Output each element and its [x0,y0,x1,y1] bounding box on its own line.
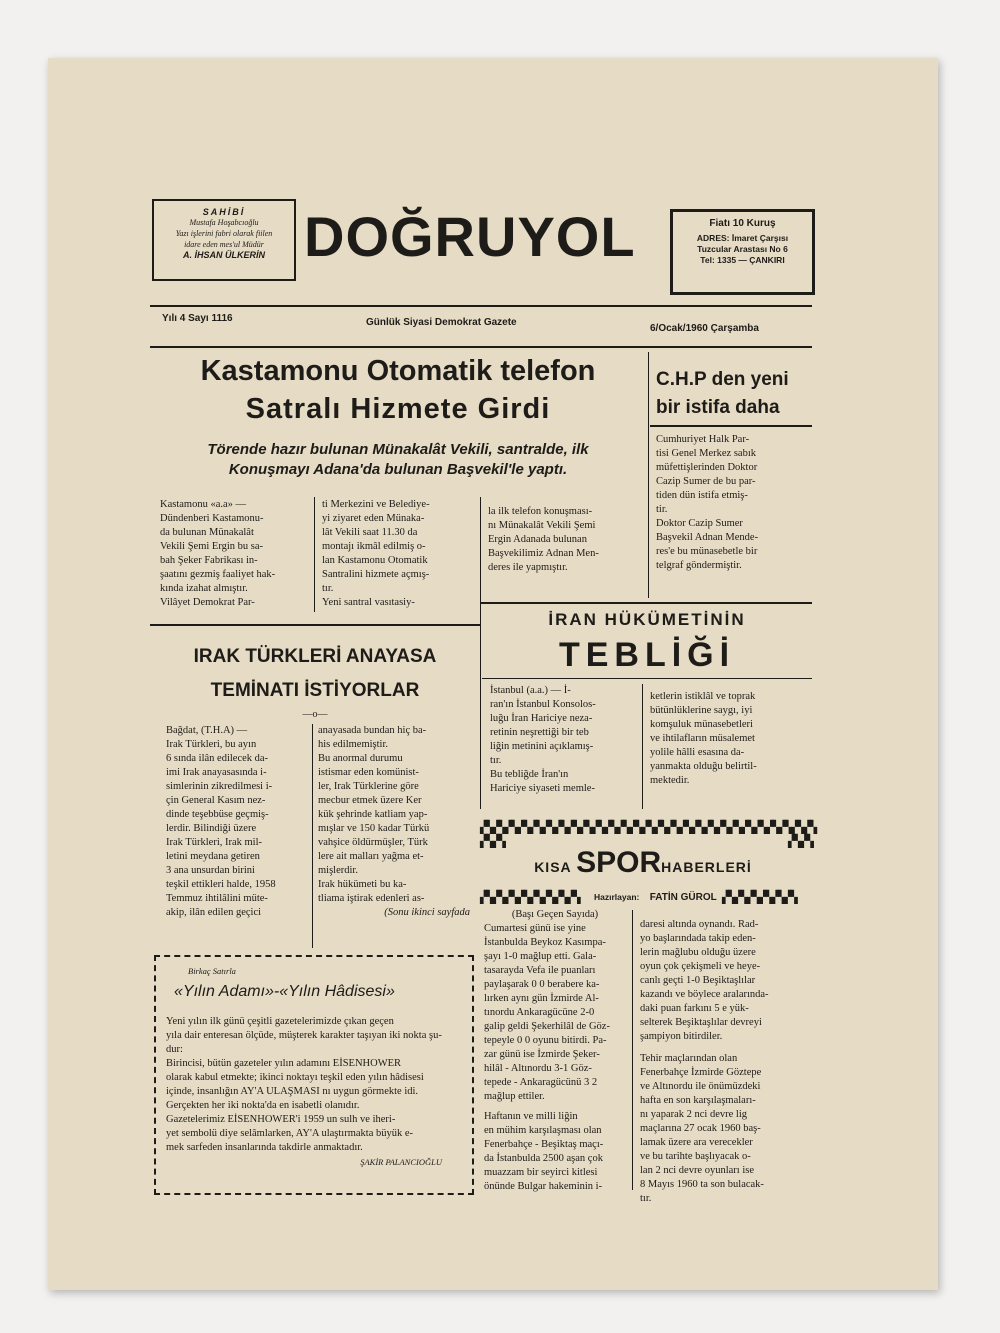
spor-decorative-border: ▞▚▞▚ [480,834,505,848]
irak-divider: —o— [302,709,328,720]
text-line: mışlar ve 150 kadar Türkü [318,823,430,834]
text-line: içinde, insanlığın AY'A ULAŞMASI nı uygun görmekte idi. [166,1086,419,1097]
spor-column-2 [640,918,790,1206]
yilin-box [166,966,462,1168]
text-line: bütünlüklerine saygı, iyi [650,705,753,716]
newspaper-title: DOĞRUYOL [304,205,636,268]
price: Fiatı 10 Kuruş [709,218,776,229]
text-line: liğin metinini açıklamış- [490,741,594,752]
text-line: daki puan farkını 5 e yük- [640,1003,749,1014]
text-line: Fenerbahçe İzmirde Göztepe [640,1067,762,1078]
text-line: istismar eden komünist- [318,767,419,778]
text-line: ve Altınordu ile önümüzdeki [640,1081,761,1092]
text-line: tiden dün istifa etmiş- [656,490,748,501]
text-line: paylaşarak 0 0 berabere ka- [484,979,600,990]
text-line: nı yaparak 2 nci devre lig [640,1109,747,1120]
spor-heading [508,846,778,880]
text-line: kazandı ve böylece aralarında- [640,989,769,1000]
text-line: yolile hâlli esasına da- [650,747,745,758]
continued-note: (Sonu ikinci sayfada [384,907,470,918]
text-line: Başvekilimiz Adnan Men- [488,548,599,559]
text-line: lan 2 nci devre oyunları ise [640,1165,755,1176]
lead-subhead-line: Törende hazır bulunan Münakalât Vekili, santralde, ilk [207,441,589,458]
yilin-author: ŞAKİR PALANCIOĞLU [360,1157,442,1167]
text-line: Hariciye siyaseti memle- [490,783,595,794]
iran-headline-line: İRAN HÜKÜMETİNİN [548,610,746,629]
chp-headline-line: bir istifa daha [656,397,780,418]
text-line: lamak üzere ara verecekler [640,1137,753,1148]
yilin-title: «Yılın Adamı»-«Yılın Hâdisesi» [174,983,395,1000]
text-line: İstanbulda Beykoz Kasımpa- [484,937,606,948]
text-line: Kastamonu «a.a» — [160,499,247,510]
text-line: olarak kabul etmekte; ikinci noktayı teşkil eden yılın hâdisesi [166,1072,424,1083]
text-line: tınordu Ankaragücüne 2-0 [484,1007,595,1018]
text-line: mişlerdir. [318,865,358,876]
text-line: lırken aynı gün İzmirde Al- [484,993,599,1004]
text-line: Gazetelerimiz EİSENHOWER'i 1959 un sulh ve iheri- [166,1114,396,1125]
text-line: Birincisi, bütün gazeteler yılın adamını EİSENHOWER [166,1058,402,1069]
text-line: Cumartesi günü ise yine [484,923,586,934]
text-line: selterek Beşiktaşlılar devreyi [640,1017,762,1028]
owner-label: SAHİBİ [202,207,246,217]
text-line: hafta en son karşılaşmaları- [640,1095,756,1106]
text-line: zar günü ise İzmirde Şeker- [484,1049,600,1060]
text-line: Temmuz ihtilâlini müte- [166,893,268,904]
price-address-box [670,209,815,295]
text-line: Dündenberi Kastamonu- [160,513,264,524]
irak-headline-line: IRAK TÜRKLERİ ANAYASA [193,646,437,667]
spor-decorative-border: ▞▚▞▚▞▚▞▚▞▚▞▚ [722,890,797,904]
column-rule [632,910,633,1190]
text-line: la ilk telefon konuşması- [488,506,593,517]
text-line: Irak Türkleri, Irak mil- [166,837,263,848]
text-line: oyun çok çekişmeli ve heye- [640,961,761,972]
date: 6/Ocak/1960 Çarşamba [650,323,759,334]
chp-headline-line: C.H.P den yeni [656,369,789,390]
column-rule [642,684,643,809]
owner-name: Mustafa Hoşabcıoğlu [189,218,259,227]
text-line: Tehir maçlarından olan [640,1053,738,1064]
column-rule [648,352,649,598]
text-line: önünde Bulgar hakeminin i- [484,1181,603,1192]
text-line: lan Kastamonu Otomatik [322,555,428,566]
text-line: 8 Mayıs 1960 ta son bulacak- [640,1179,764,1190]
lead-headline-line: Kastamonu Otomatik telefon [200,355,596,387]
text-line: maçlarına 27 ocak 1960 baş- [640,1123,761,1134]
chp-headline [656,366,816,422]
text-line: Santralini hizmete açmış- [322,569,430,580]
text-line: 3 ana unsurdan birini [166,865,255,876]
iran-column-2 [650,690,808,788]
text-line: Başvekil Adnan Mende- [656,532,759,543]
text-line: en mühim karşılaşması olan [484,1125,602,1136]
text-line: muazzam bir seyirci kitlesi [484,1167,598,1178]
text-line: Bu tebliğde İran'ın [490,769,569,780]
text-line: mağlup ettiler. [484,1091,545,1102]
text-line: 6 sında ilân edilecek da- [166,753,269,764]
text-line: (Başı Geçen Sayıda) [511,909,599,920]
owner-line: Yazı işlerini fabri olarak fiilen [175,229,273,238]
column-rule [312,724,313,948]
text-line: Vekili Şemi Ergin bu sa- [160,541,264,552]
masthead-rule [150,305,812,307]
text-line: telgraf göndermiştir. [656,560,742,571]
section-rule [480,602,812,604]
text-line: ran'ın İstanbul Konsolos- [490,699,596,710]
text-line: Ergin Adanada bulunan [488,534,587,545]
phone-line: Tel: 1335 — ÇANKIRI [700,255,785,265]
spor-column-1 [484,908,626,1194]
owner-box [152,199,296,281]
text-line: tir. [656,504,668,515]
subtitle: Günlük Siyasi Demokrat Gazete [366,317,517,328]
lead-headline [148,352,648,428]
text-line: ve ihtilafların müsalemet [650,733,755,744]
text-line: tır. [322,583,334,594]
chp-rule [650,425,812,427]
yilin-body [166,1015,462,1155]
iran-headline [482,606,812,676]
text-line: da bulunan Münakalât [160,527,254,538]
text-line: komşuluk münasebetleri [650,719,753,730]
text-line: lerdir. Bilindiği üzere [166,823,257,834]
text-line: şampiyon bitirdiler. [640,1031,723,1042]
text-line: şaatını gezmiş faaliyet hak- [160,569,276,580]
irak-column-2 [318,724,470,920]
text-line: tisi Genel Merkez sabık [656,448,757,459]
text-line: dur: [166,1044,183,1055]
column-rule [314,497,315,612]
address-line: ADRES: İmaret Çarşısı [696,233,789,243]
irak-headline [150,640,480,708]
dateline-rule [150,346,812,348]
text-line: lerin mağlubu olduğu üzere [640,947,756,958]
text-line: mecbur etmek üzere Ker [318,795,422,806]
text-line: Yeni yılın ilk günü çeşitli gazetelerimizde çıkan geçen [166,1016,394,1027]
issue-number: Yılı 4 Sayı 1116 [162,313,233,324]
chp-body [656,433,806,573]
editor-name: A. İHSAN ÜLKERİN [182,250,265,260]
text-line: Irak hükümeti bu ka- [318,879,407,890]
yilin-kicker: Birkaç Satırla [188,966,236,976]
lead-column-3 [488,505,636,575]
address-line: Tuzcular Arastası No 6 [697,244,788,254]
text-line: Fenerbahçe - Beşiktaş maçı- [484,1139,604,1150]
section-rule [150,624,480,626]
irak-headline-line: TEMİNATI İSTİYORLAR [210,680,420,701]
spor-decorative-border: ▞▚▞▚ [788,834,813,848]
text-line: tepede - Ankaragücünü 3 2 [484,1077,598,1088]
spor-heading-kisa: KISA [534,859,572,875]
text-line: res'e bu münasebetle bir [656,546,758,557]
text-line: Cazip Sumer de bu par- [656,476,756,487]
text-line: mek sarfeden insanlarında takdirle anmaktadır. [166,1142,363,1153]
text-line: kında izahat almıştır. [160,583,248,594]
lead-headline-line: Satralı Hizmete Girdi [245,393,551,425]
text-line: his edilmemiştir. [318,739,388,750]
irak-column-1 [166,724,308,920]
text-line: Doktor Cazip Sumer [656,518,743,529]
text-line: lât Vekili saat 11.30 da [322,527,418,538]
text-line: deres ile yapmıştır. [488,562,568,573]
text-line: ketlerin istiklâl ve toprak [650,691,756,702]
text-line: müfettişlerinden Doktor [656,462,758,473]
iran-column-1 [490,684,636,796]
spor-byline [594,892,724,903]
lead-subhead-line: Konuşmayı Adana'da bulunan Başvekil'le yaptı. [228,461,568,478]
text-line: tır. [490,755,502,766]
text-line: akip, ilân edilen geçici [166,907,262,918]
text-line: da İstanbulda 2500 aşan çok [484,1153,603,1164]
text-line: Vilâyet Demokrat Par- [160,597,255,608]
text-line: Cumhuriyet Halk Par- [656,434,750,445]
owner-line: idare eden mes'ul Müdür [184,240,264,249]
text-line: Gerçekten her iki nokta'da en isabetli olanıdır. [166,1100,360,1111]
text-line: galip geldi Şekerhilâl de Göz- [484,1021,610,1032]
column-rule [480,604,481,809]
text-line: nı Münakalât Vekili Şemi [488,520,596,531]
lead-subhead [148,440,648,480]
spor-byline-name: FATİN GÜROL [649,892,717,903]
lead-column-2 [322,498,472,610]
text-line: montajı ikmâl edilmiş o- [322,541,426,552]
lead-column-1 [160,498,308,610]
text-line: ti Merkezini ve Belediye- [322,499,430,510]
text-line: hilâl - Altınordu 3-1 Göz- [484,1063,592,1074]
spor-decorative-border: ▞▚▞▚▞▚▞▚▞▚▞▚▞▚▞▚▞▚▞▚▞▚▞▚▞▚▞▚▞▚▞▚▞▚▞▚▞▚▞▚▞▚▞▚▞▚▞▚▞▚▞▚▞▚ [480,820,817,834]
iran-rule [482,678,812,679]
text-line: yet sembolü diye selâmlarken, AY'A ulaştırmakta büyük e- [166,1128,414,1139]
text-line: daresi altında oynandı. Rad- [640,919,759,930]
text-line: İstanbul (a.a.) — İ- [490,685,571,696]
text-line: Haftanın ve milli liğin [484,1111,578,1122]
spor-byline-label: Hazırlayan: [594,892,640,902]
text-line: letini meydana getiren [166,851,260,862]
text-line: vahşice öldürmüşler, Türk [318,837,428,848]
text-line: Irak Türkleri, bu ayın [166,739,257,750]
text-line: tepeyle 0 0 oyunu bitirdi. Pa- [484,1035,607,1046]
text-line: yıla dair enteresan ölçüde, müşterek karakter taşıyan iki nokta şu- [166,1030,442,1041]
text-line: luğu İran Hariciye neza- [490,713,593,724]
text-line: yo başlarındada takip eden- [640,933,756,944]
text-line: Yeni santral vasıtasiy- [322,597,415,608]
spor-heading-spor: SPOR [576,846,662,879]
text-line: tliama iştirak edenleri as- [318,893,425,904]
text-line: yi ziyaret eden Münaka- [322,513,425,524]
text-line: ler, Irak Türklerine göre [318,781,419,792]
spor-decorative-border: ▞▚▞▚▞▚▞▚▞▚▞▚▞▚▞▚ [480,890,580,904]
text-line: imi Irak anayasasında i- [166,767,267,778]
text-line: canlı geçti 1-0 Beşiktaşlılar [640,975,756,986]
text-line: ve bu tarihte başlıyacak o- [640,1151,751,1162]
text-line: bah Şeker Fabrikası in- [160,555,258,566]
text-line: tasarayda Vefa ile puanları [484,965,596,976]
text-line: Bağdat, (T.H.A) — [166,725,248,736]
text-line: tır. [640,1193,652,1204]
text-line: mektedir. [650,775,690,786]
text-line: anayasada bundan hiç ba- [318,725,427,736]
text-line: simlerinin zikredilmesi i- [166,781,273,792]
text-line: teşkil ettikleri halde, 1958 [166,879,276,890]
text-line: retinin neşrettiği bir teb [490,727,589,738]
text-line: şayı 1-0 mağlup etti. Gala- [484,951,597,962]
text-line: çin General Kasım nez- [166,795,266,806]
iran-headline-big: TEBLİĞİ [558,636,736,674]
text-line: dinde teşebbüse geçmiş- [166,809,269,820]
text-line: yanmakta olduğu belirtil- [650,761,757,772]
spor-heading-haberleri: HABERLERİ [661,859,752,875]
text-line: kük şehrinde katliam yap- [318,809,428,820]
text-line: lere ait malları yağma et- [318,851,424,862]
text-line: Bu anormal durumu [318,753,403,764]
